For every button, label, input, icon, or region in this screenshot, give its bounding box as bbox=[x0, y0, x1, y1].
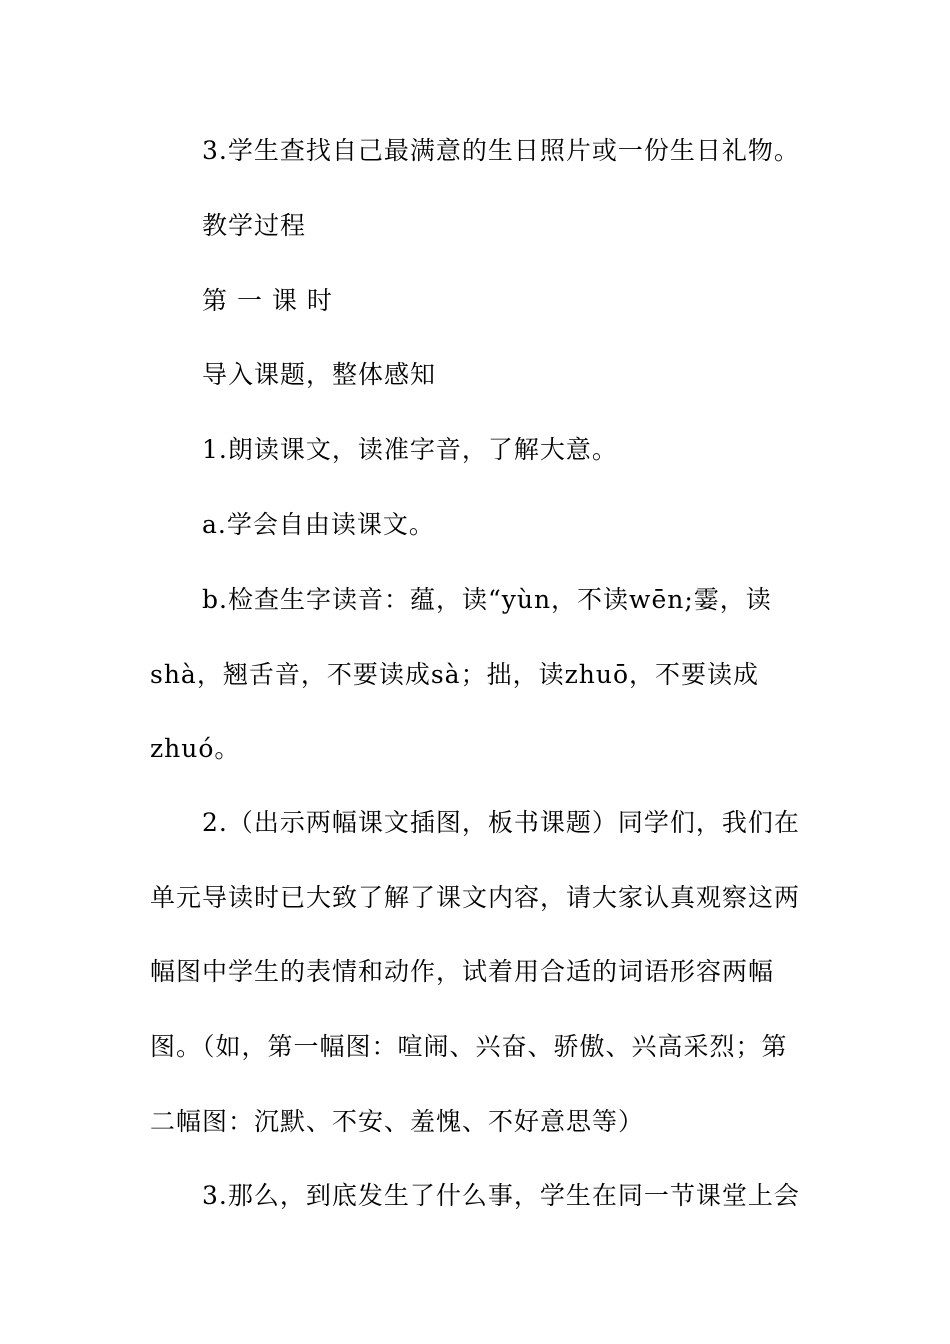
text-line-step-1b-cont-2: zhuó。 bbox=[150, 734, 241, 763]
text-line-step-1a: a.学会自由读课文。 bbox=[202, 510, 435, 539]
text-line-step-1b-cont-1: shà，翘舌音，不要读成sà；拙，读zhuō，不要读成 bbox=[150, 660, 759, 689]
subheading-introduction: 导入课题，整体感知 bbox=[202, 360, 437, 389]
text-line-step-2-cont-1: 单元导读时已大致了解了课文内容，请大家认真观察这两 bbox=[150, 883, 801, 912]
text-line-step-1: 1.朗读课文，读准字音，了解大意。 bbox=[202, 435, 618, 464]
text-line-step-2: 2.（出示两幅课文插图，板书课题）同学们，我们在 bbox=[202, 808, 800, 837]
lesson-heading-first-period: 第 一 课 时 bbox=[202, 286, 333, 315]
text-line-step-2-cont-4: 二幅图：沉默、不安、羞愧、不好意思等） bbox=[150, 1107, 645, 1136]
text-line-step-3: 3.那么，到底发生了什么事，学生在同一节课堂上会 bbox=[202, 1181, 800, 1210]
text-line-step-2-cont-3: 图。（如，第一幅图：喧闹、兴奋、骄傲、兴高采烈；第 bbox=[150, 1032, 788, 1061]
text-line-step-1b: b.检查生字读音：蕴，读“yùn，不读wēn;霎，读 bbox=[202, 585, 772, 614]
text-line-prep-item-3: 3.学生查找自己最满意的生日照片或一份生日礼物。 bbox=[202, 136, 800, 165]
section-heading-teaching-process: 教学过程 bbox=[202, 211, 307, 240]
text-line-step-2-cont-2: 幅图中学生的表情和动作，试着用合适的词语形容两幅 bbox=[150, 957, 775, 986]
